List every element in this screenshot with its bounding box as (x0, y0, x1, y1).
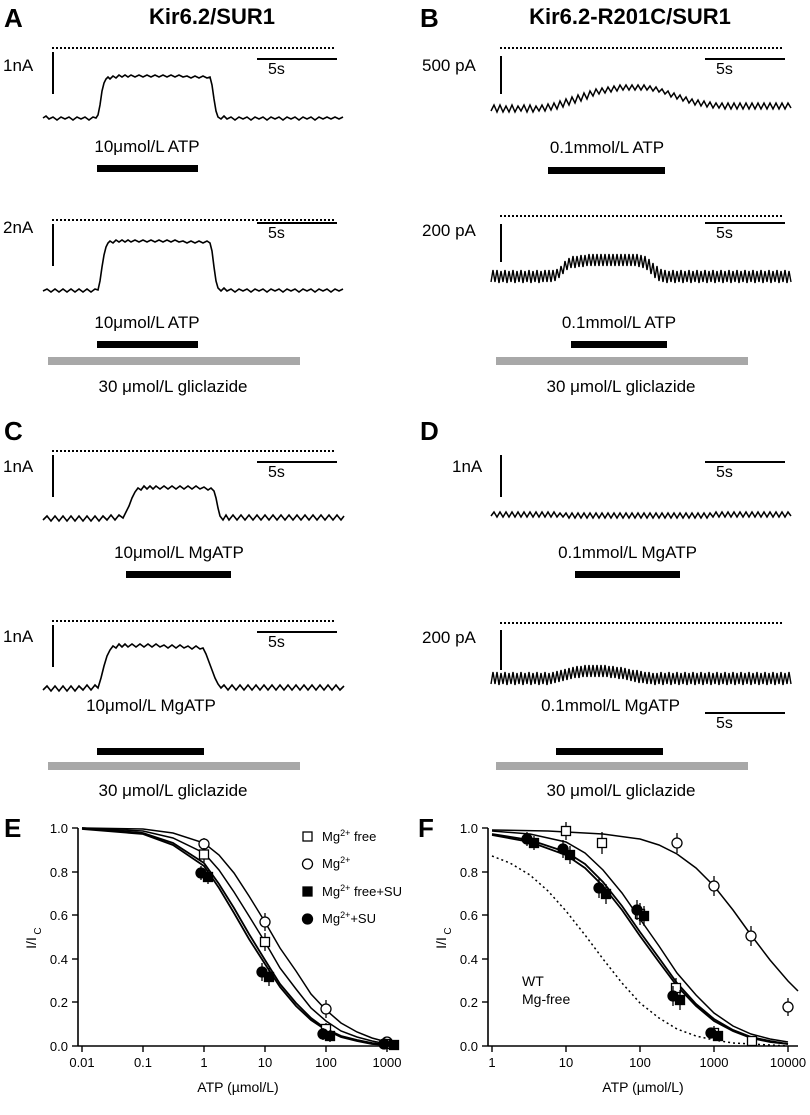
a2-time-label: 5s (268, 225, 285, 242)
b2-time-label: 5s (716, 225, 733, 242)
c2-zero-line (52, 620, 334, 622)
svg-text:0.4: 0.4 (459, 952, 478, 967)
d2-time-label: 5s (716, 715, 733, 732)
a1-time-label: 5s (268, 61, 285, 78)
c1-time-label: 5s (268, 464, 285, 481)
chart-f (430, 818, 810, 1108)
a1-current-trace (40, 55, 345, 135)
b2-drug-label: 0.1mmol/L ATP (561, 313, 677, 332)
svg-text:0.6: 0.6 (459, 908, 478, 923)
b1-zero-line (500, 47, 782, 49)
b2-gliclazide-bar (496, 357, 748, 365)
svg-text:1: 1 (488, 1055, 496, 1070)
d1-current-trace (488, 458, 793, 538)
b1-time-label: 5s (716, 61, 733, 78)
panel-letter-a: A (4, 3, 23, 33)
svg-text:100: 100 (629, 1055, 651, 1070)
c1-drug-bar (126, 571, 231, 578)
a2-timebar (257, 222, 337, 224)
b2-timebar (705, 222, 785, 224)
chart-f-annot-mgfree: Mg-free (522, 991, 571, 1007)
chart-e (20, 818, 410, 1108)
b1-current-trace (488, 55, 793, 135)
svg-text:C: C (33, 927, 44, 935)
chart-e-legend (303, 828, 403, 926)
a2-yscale-label: 2nA (3, 218, 34, 237)
a2-gliclazide-label: 30 μmol/L gliclazide (98, 377, 248, 396)
a2-gliclazide-bar (48, 357, 300, 365)
d1-drug-bar (575, 571, 680, 578)
c2-drug-label: 10μmol/L MgATP (86, 696, 216, 715)
svg-text:0.6: 0.6 (49, 908, 68, 923)
svg-text:0.8: 0.8 (459, 865, 478, 880)
d2-drug-label: 0.1mmol/L MgATP (541, 696, 680, 715)
d1-time-label: 5s (716, 464, 733, 481)
d2-drug-bar (556, 748, 663, 755)
c1-zero-line (52, 450, 334, 452)
svg-text:0.2: 0.2 (459, 995, 478, 1010)
b2-gliclazide-label: 30 μmol/L gliclazide (546, 377, 696, 396)
svg-text:ATP (µmol/L): ATP (µmol/L) (197, 1079, 279, 1095)
c1-yscale-label: 1nA (3, 457, 34, 476)
panel-title-b: Kir6.2-R201C/SUR1 (529, 4, 731, 29)
a1-drug-label: 10μmol/L ATP (94, 137, 200, 156)
svg-text:Mg2+: $Mg^{2+}$ (322, 855, 351, 871)
b1-drug-bar (548, 167, 665, 174)
svg-text:0.2: 0.2 (49, 995, 68, 1010)
svg-text:ATP (µmol/L): ATP (µmol/L) (602, 1079, 684, 1095)
a2-drug-label: 10μmol/L ATP (94, 313, 200, 332)
svg-text:0.01: 0.01 (69, 1055, 95, 1070)
panel-letter-b: B (420, 3, 439, 33)
a1-zero-line (52, 47, 334, 49)
c2-gliclazide-label: 30 μmol/L gliclazide (98, 781, 248, 800)
panel-letter-c: C (4, 416, 23, 446)
b2-yscale-label: 200 pA (422, 221, 476, 240)
svg-text:I/I: I/I (433, 937, 449, 949)
d2-gliclazide-bar (496, 762, 748, 770)
c2-time-label: 5s (268, 634, 285, 651)
a1-yscale-label: 1nA (3, 56, 34, 75)
svg-text:100: 100 (315, 1055, 337, 1070)
d1-drug-label: 0.1mmol/L MgATP (558, 543, 697, 562)
panel-letter-f: F (418, 813, 434, 843)
c2-yscale-label: 1nA (3, 627, 34, 646)
c2-drug-bar (97, 748, 204, 755)
svg-text:0.0: 0.0 (49, 1039, 68, 1054)
svg-text:0.8: 0.8 (49, 865, 68, 880)
svg-text:10: 10 (257, 1055, 273, 1070)
a2-zero-line (52, 219, 334, 221)
svg-text:10: 10 (558, 1055, 574, 1070)
svg-text:1.0: 1.0 (49, 821, 68, 836)
svg-text:C: C (443, 927, 454, 935)
svg-text:1000: 1000 (699, 1055, 729, 1070)
panel-letter-e: E (4, 813, 22, 843)
svg-text:0.4: 0.4 (49, 952, 68, 967)
svg-text:0.1: 0.1 (133, 1055, 153, 1070)
b2-current-trace (488, 225, 793, 308)
c2-gliclazide-bar (48, 762, 300, 770)
d1-yscale-label: 1nA (452, 457, 483, 476)
b2-drug-bar (571, 341, 667, 348)
d2-yscale-label: 200 pA (422, 628, 476, 647)
b2-zero-line (500, 215, 782, 217)
b1-yscale-label: 500 pA (422, 56, 476, 75)
c1-current-trace (40, 458, 345, 538)
a1-drug-bar (97, 165, 198, 172)
svg-text:0.0: 0.0 (459, 1039, 478, 1054)
d2-gliclazide-label: 30 μmol/L gliclazide (546, 781, 696, 800)
svg-text:Mg2+ free: $Mg^{2+}$ free (322, 828, 377, 844)
a2-drug-bar (97, 341, 198, 348)
a2-current-trace (40, 225, 345, 305)
panel-title-a: Kir6.2/SUR1 (149, 4, 275, 29)
svg-text:10000: 10000 (769, 1055, 807, 1070)
chart-f-annot-wt: WT (522, 973, 544, 989)
b1-drug-label: 0.1mmol/L ATP (549, 138, 665, 157)
c1-drug-label: 10μmol/L MgATP (114, 543, 244, 562)
svg-text:Mg2++SU: $Mg^{2+}+SU$ (322, 910, 376, 926)
svg-text:1: 1 (200, 1055, 208, 1070)
d2-zero-line (500, 622, 782, 624)
panel-letter-d: D (420, 416, 439, 446)
svg-text:Mg2+ free+SU: $Mg^{2+}$ free+SU (322, 883, 402, 899)
svg-text:1000: 1000 (372, 1055, 402, 1070)
svg-text:I/I: I/I (23, 937, 39, 949)
svg-text:1.0: 1.0 (459, 821, 478, 836)
